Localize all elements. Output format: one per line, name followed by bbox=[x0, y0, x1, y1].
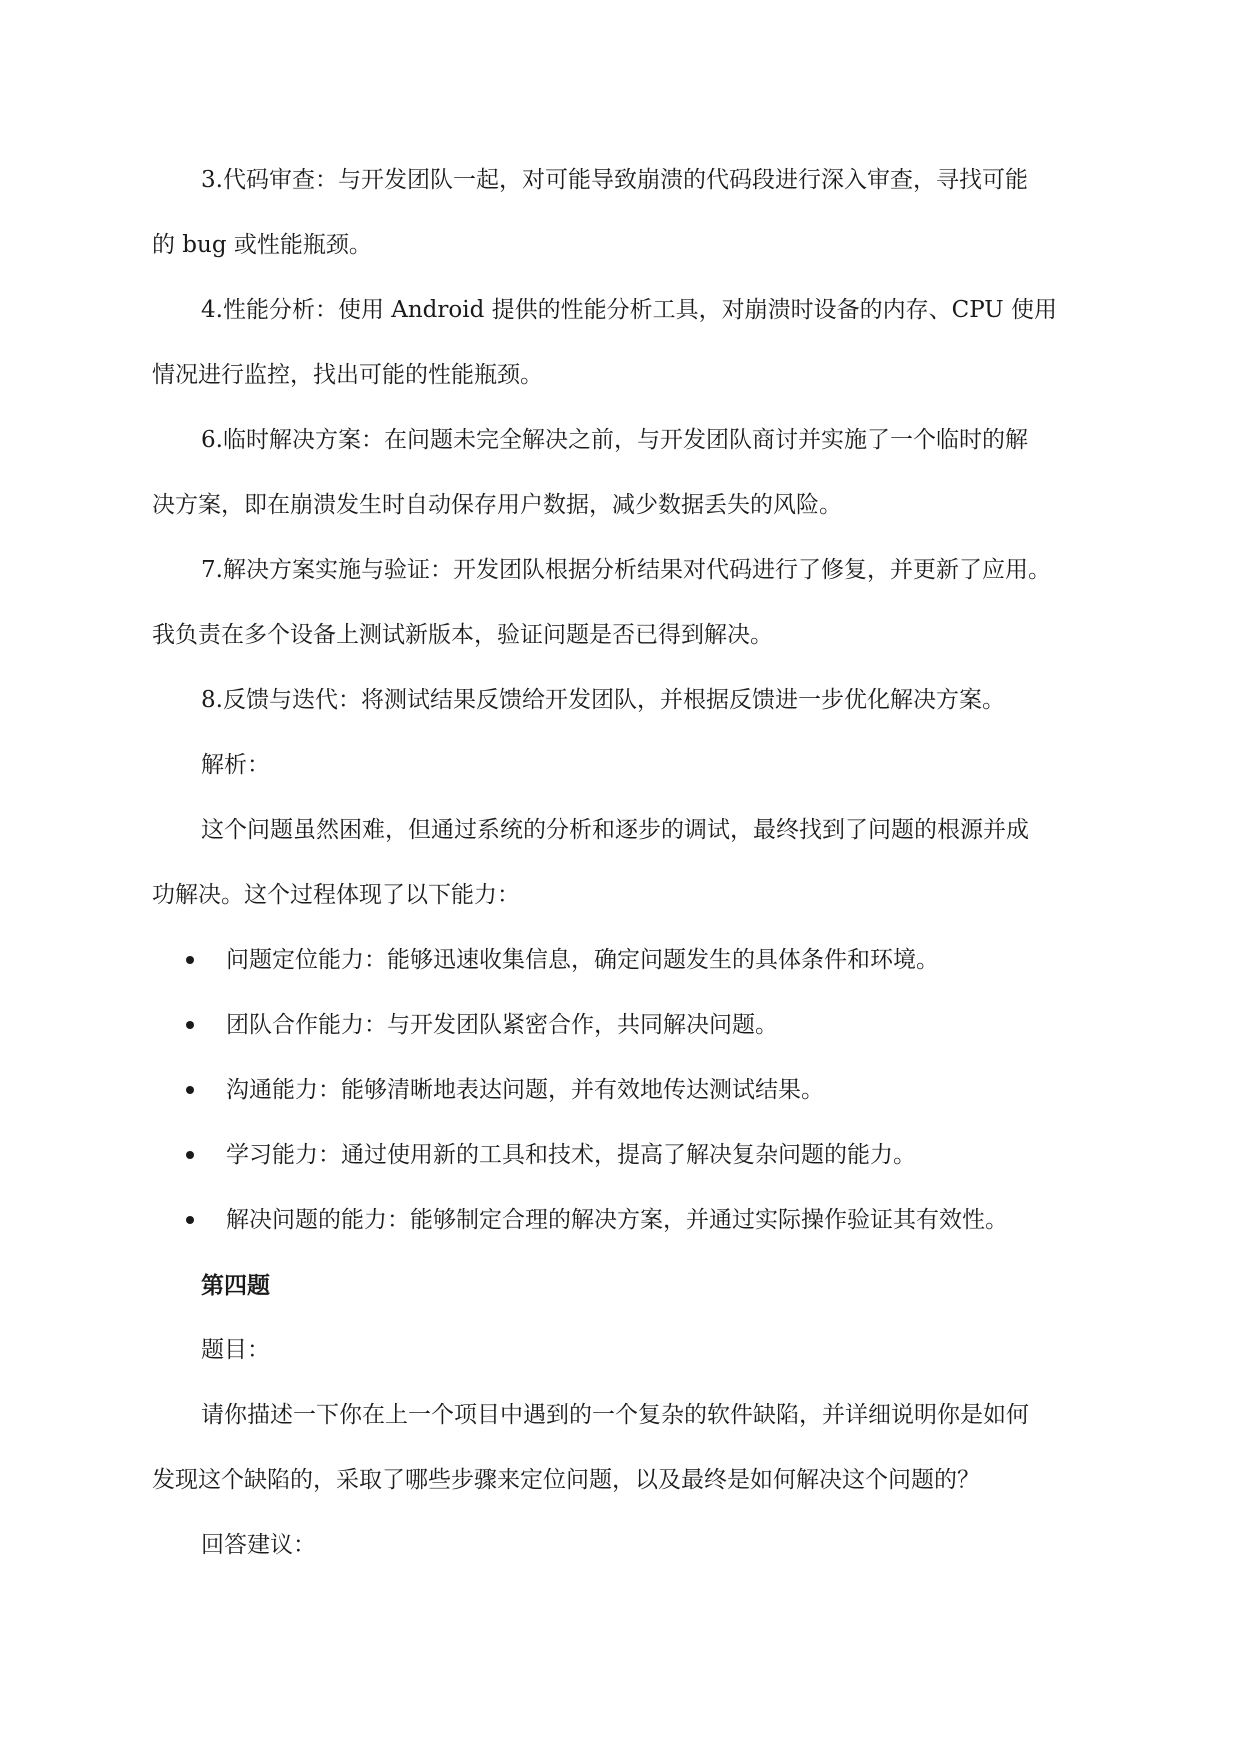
bullet-dot-icon bbox=[186, 956, 194, 964]
bullet-text: 学习能力：通过使用新的工具和技术，提高了解决复杂问题的能力。 bbox=[226, 1142, 916, 1168]
bullet-text: 团队合作能力：与开发团队紧密合作，共同解决问题。 bbox=[226, 1012, 778, 1038]
bullet-dot-icon bbox=[186, 1216, 194, 1224]
bullet-item bbox=[152, 1123, 1092, 1188]
bullet-dot-icon bbox=[186, 1086, 194, 1094]
question-line2: 发现这个缺陷的，采取了哪些步骤来定位问题，以及最终是如何解决这个问题的？ bbox=[152, 1467, 980, 1493]
bullet-text: 沟通能力：能够清晰地表达问题，并有效地传达测试结果。 bbox=[226, 1077, 824, 1103]
bullet-item bbox=[152, 1188, 1092, 1253]
item7-line1: 7.解决方案实施与验证：开发团队根据分析结果对代码进行了修复，并更新了应用。 bbox=[201, 557, 1051, 583]
document-page bbox=[152, 148, 1092, 1578]
item4-line2: 情况进行监控，找出可能的性能瓶颈。 bbox=[152, 362, 543, 388]
answer-label: 回答建议： bbox=[201, 1532, 316, 1558]
section-title: 第四题 bbox=[201, 1272, 270, 1299]
item3-line2: 的 bug 或性能瓶颈。 bbox=[152, 232, 372, 258]
analysis-line1: 这个问题虽然困难，但通过系统的分析和逐步的调试，最终找到了问题的根源并成 bbox=[201, 817, 1029, 843]
question-line1: 请你描述一下你在上一个项目中遇到的一个复杂的软件缺陷，并详细说明你是如何 bbox=[201, 1402, 1029, 1428]
bullet-dot-icon bbox=[186, 1151, 194, 1159]
item6-line1: 6.临时解决方案：在问题未完全解决之前，与开发团队商讨并实施了一个临时的解 bbox=[201, 427, 1028, 453]
bullet-text: 解决问题的能力：能够制定合理的解决方案，并通过实际操作验证其有效性。 bbox=[226, 1207, 1008, 1233]
bullet-dot-icon bbox=[186, 1021, 194, 1029]
bullet-item bbox=[152, 993, 1092, 1058]
bullet-item bbox=[152, 1058, 1092, 1123]
bullet-item bbox=[152, 928, 1092, 993]
item8: 8.反馈与迭代：将测试结果反馈给开发团队，并根据反馈进一步优化解决方案。 bbox=[201, 687, 1005, 713]
item4-line1: 4.性能分析：使用 Android 提供的性能分析工具，对崩溃时设备的内存、CPU 使用 bbox=[201, 297, 1057, 323]
question-label: 题目： bbox=[201, 1337, 270, 1363]
analysis-label: 解析： bbox=[201, 752, 270, 778]
item6-line2: 决方案，即在崩溃发生时自动保存用户数据，减少数据丢失的风险。 bbox=[152, 492, 842, 518]
item3-line1: 3.代码审查：与开发团队一起，对可能导致崩溃的代码段进行深入审查，寻找可能 bbox=[201, 167, 1028, 193]
item7-line2: 我负责在多个设备上测试新版本，验证问题是否已得到解决。 bbox=[152, 622, 773, 648]
bullet-text: 问题定位能力：能够迅速收集信息，确定问题发生的具体条件和环境。 bbox=[226, 947, 939, 973]
analysis-line2: 功解决。这个过程体现了以下能力： bbox=[152, 882, 520, 908]
